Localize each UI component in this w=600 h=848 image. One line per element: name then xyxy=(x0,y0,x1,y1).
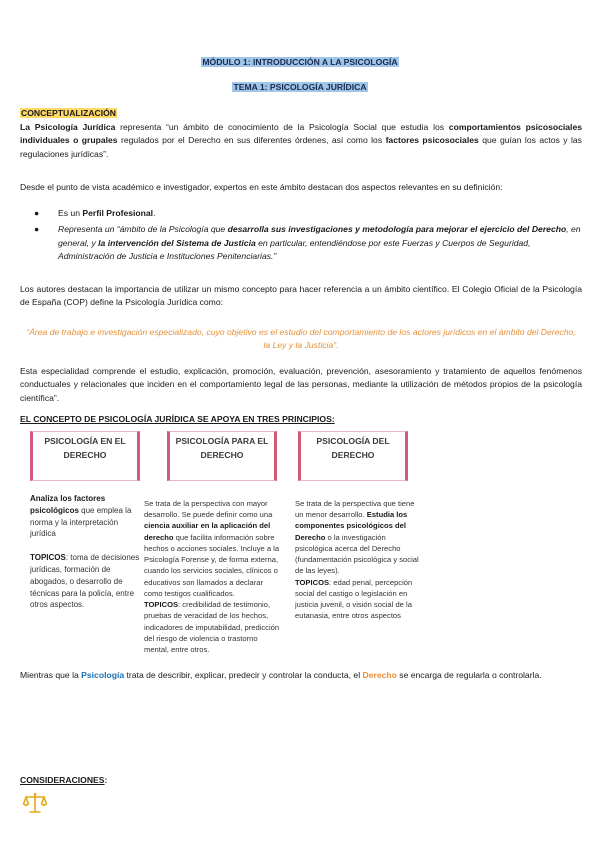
cop-paragraph: Los autores destacan la importancia de utilizar un mismo concepto para hacer referencia a un ámbito científico. El Colegio Oficial de la Psicología de España (COP) define la Psicología Jurídica como: xyxy=(20,284,582,308)
card-psychology-for-law-title: PSICOLOGÍA PARA EL DERECHO xyxy=(167,431,277,481)
aspects-list xyxy=(20,207,582,266)
specialty-paragraph: Esta especialidad comprende el estudio, explicación, promoción, evaluación, prevención, asesoramiento y tratamiento de aquellos fenómenos conductuales y relacionales que inciden en el comportamiento legal de las personas, mediante la utilización de métodos propios de la psicología científica”. xyxy=(20,366,582,403)
scales-of-justice-icon xyxy=(22,792,48,814)
conceptualization-heading: CONCEPTUALIZACIÓN xyxy=(21,108,117,118)
considerations-heading: CONSIDERACIONES: xyxy=(20,775,108,785)
psychology-vs-law-paragraph: Mientras que la Psicología trata de describir, explicar, predecir y controlar la conducta, el Derecho se encarga de regularla o controlarla. xyxy=(20,670,542,680)
intro-aspects-paragraph: Desde el punto de vista académico e investigador, expertos en este ámbito destacan dos aspectos relevantes en su definición: xyxy=(20,182,503,192)
bullet-icon: ● xyxy=(34,208,40,218)
card-psychology-for-law-body: Se trata de la perspectiva con mayor desarrollo. Se puede definir como una ciencia auxiliar en la aplicación del derecho que facilita información sobre hechos o acciones sociales. Incluye a la Psicología Forense y, de forma externa, cuando los servicios sociales, clínicos o educativos son llamados a declarar como testigos cualificados. TOPICOS: credibilidad de testimonio, pruebas de veracidad de los hechos, indicadores de imputabilidad, predicción del riesgo de violencia o trastorno mental, entre otros. xyxy=(144,499,280,655)
cop-definition-quote: “Área de trabajo e investigación especializado, cuyo objetivo es el estudio del comportamiento de los actores jurídicos en el ámbito del Derecho, la Ley y la Justicia”. xyxy=(26,327,576,351)
module-title: MÓDULO 1: INTRODUCCIÓN A LA PSICOLOGÍA xyxy=(202,57,398,67)
card-psychology-in-law-body: Analiza los factores psicológicos que emplea la norma y la interpretación jurídica TOPICOS: toma de decisiones jurídicas, formación de abogados, o desarrollo de técnicas para la policía, entre otros aspectos. xyxy=(30,494,140,610)
bullet-icon: ● xyxy=(34,224,40,235)
definition-paragraph: La Psicología Jurídica representa “un ámbito de conocimiento de la Psicología Social que estudia los comportamientos psicosociales individuales o grupales regulados por el Derecho en sus diferentes órdenes, así como los factores psicosociales que guían los actos y las regulaciones jurídicas”. xyxy=(20,122,582,159)
card-psychology-of-law-body: Se trata de la perspectiva que tiene un menor desarrollo. Estudia los componentes psicológicos del Derecho o la investigación psicológica acerca del Derecho (fundamentación psicológica y social de las leyes). TOPICOS: edad penal, percepción social del castigo o legislación en justicia juvenil, o visión social de la eutanasia, entre otros aspectos xyxy=(295,499,419,621)
principles-heading: EL CONCEPTO DE PSICOLOGÍA JURÍDICA SE APOYA EN TRES PRINCIPIOS: xyxy=(20,414,335,424)
topic-title: TEMA 1: PSICOLOGÍA JURÍDICA xyxy=(233,82,367,92)
card-psychology-in-law-title: PSICOLOGÍA EN EL DERECHO xyxy=(30,431,140,481)
list-item: ● Es un Perfil Profesional. xyxy=(20,207,582,220)
list-item: ● Representa un “ámbito de la Psicología que desarrolla sus investigaciones y metodología para mejorar el ejercicio del Derecho, en general, y la intervención del Sistema de Justicia en particular, entendiéndose por este Fuerzas y Cuerpos de Seguridad, Administración de Justicia e Instituciones Penitenciarias.” xyxy=(34,224,581,261)
card-psychology-of-law-title: PSICOLOGÍA DEL DERECHO xyxy=(298,431,408,481)
